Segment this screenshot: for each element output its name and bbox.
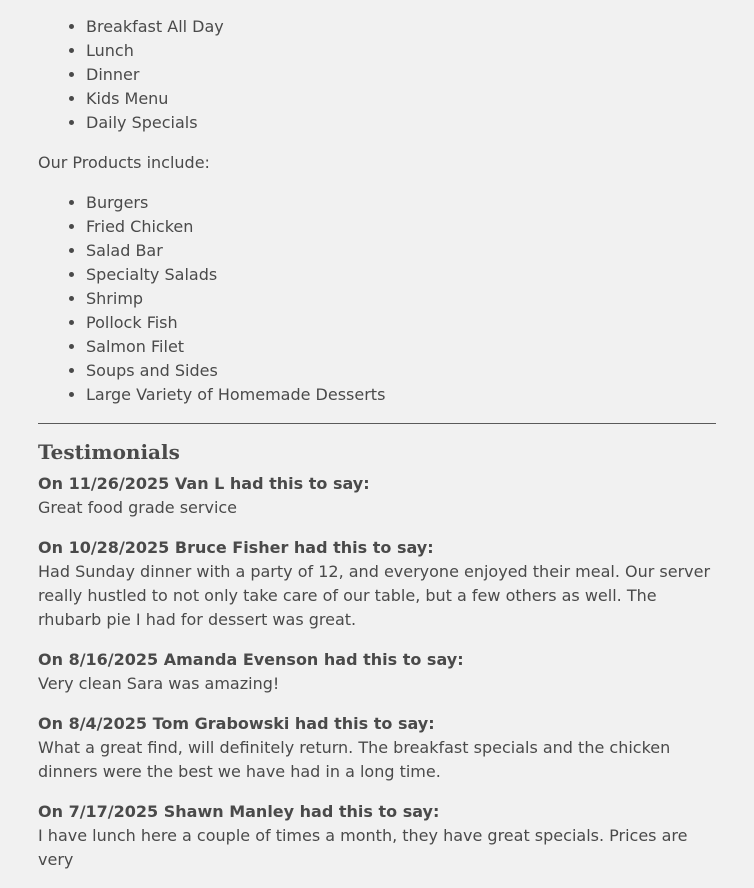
testimonial-header: On 10/28/2025 Bruce Fisher had this to say:	[38, 538, 434, 557]
list-item: • Breakfast All Day	[86, 15, 716, 39]
testimonial	[38, 472, 716, 520]
menu-list	[38, 15, 716, 135]
testimonial-header: On 8/16/2025 Amanda Evenson had this to say:	[38, 650, 464, 669]
testimonial-text: What a great find, will definitely return. The breakfast specials and the chicken dinners were the best we have had in a long time.	[38, 738, 671, 781]
testimonials-title: Testimonials	[38, 440, 180, 464]
testimonial-text: Had Sunday dinner with a party of 12, and everyone enjoyed their meal. Our server really hustled to not only take care of our table, but a few others as well. The rhubarb pie I had for dessert was great.	[38, 562, 711, 629]
list-item: • Soups and Sides	[86, 359, 716, 383]
list-item: • Large Variety of Homemade Desserts	[86, 383, 716, 407]
list-item: • Pollock Fish	[86, 311, 716, 335]
testimonial-text: Great food grade service	[38, 498, 238, 517]
list-item: • Salmon Filet	[86, 335, 716, 359]
list-item: • Dinner	[86, 63, 716, 87]
testimonial-header: On 11/26/2025 Van L had this to say:	[38, 474, 370, 493]
list-item: • Salad Bar	[86, 239, 716, 263]
testimonial	[38, 648, 716, 696]
testimonial-header: On 8/4/2025 Tom Grabowski had this to say:	[38, 714, 435, 733]
testimonial-text: I have lunch here a couple of times a month, they have great specials. Prices are very	[38, 826, 688, 869]
testimonial	[38, 712, 716, 784]
testimonial	[38, 800, 716, 872]
page-content	[38, 15, 716, 888]
products-list	[38, 191, 716, 407]
testimonial-text: Very clean Sara was amazing!	[38, 674, 280, 693]
list-item: • Daily Specials	[86, 111, 716, 135]
products-intro: Our Products include:	[38, 153, 210, 172]
list-item: • Burgers	[86, 191, 716, 215]
list-item: • Specialty Salads	[86, 263, 716, 287]
section-divider	[38, 423, 716, 424]
list-item: • Lunch	[86, 39, 716, 63]
testimonial-header: On 7/17/2025 Shawn Manley had this to say:	[38, 802, 440, 821]
list-item: • Fried Chicken	[86, 215, 716, 239]
list-item: • Kids Menu	[86, 87, 716, 111]
list-item: • Shrimp	[86, 287, 716, 311]
testimonial	[38, 536, 716, 632]
